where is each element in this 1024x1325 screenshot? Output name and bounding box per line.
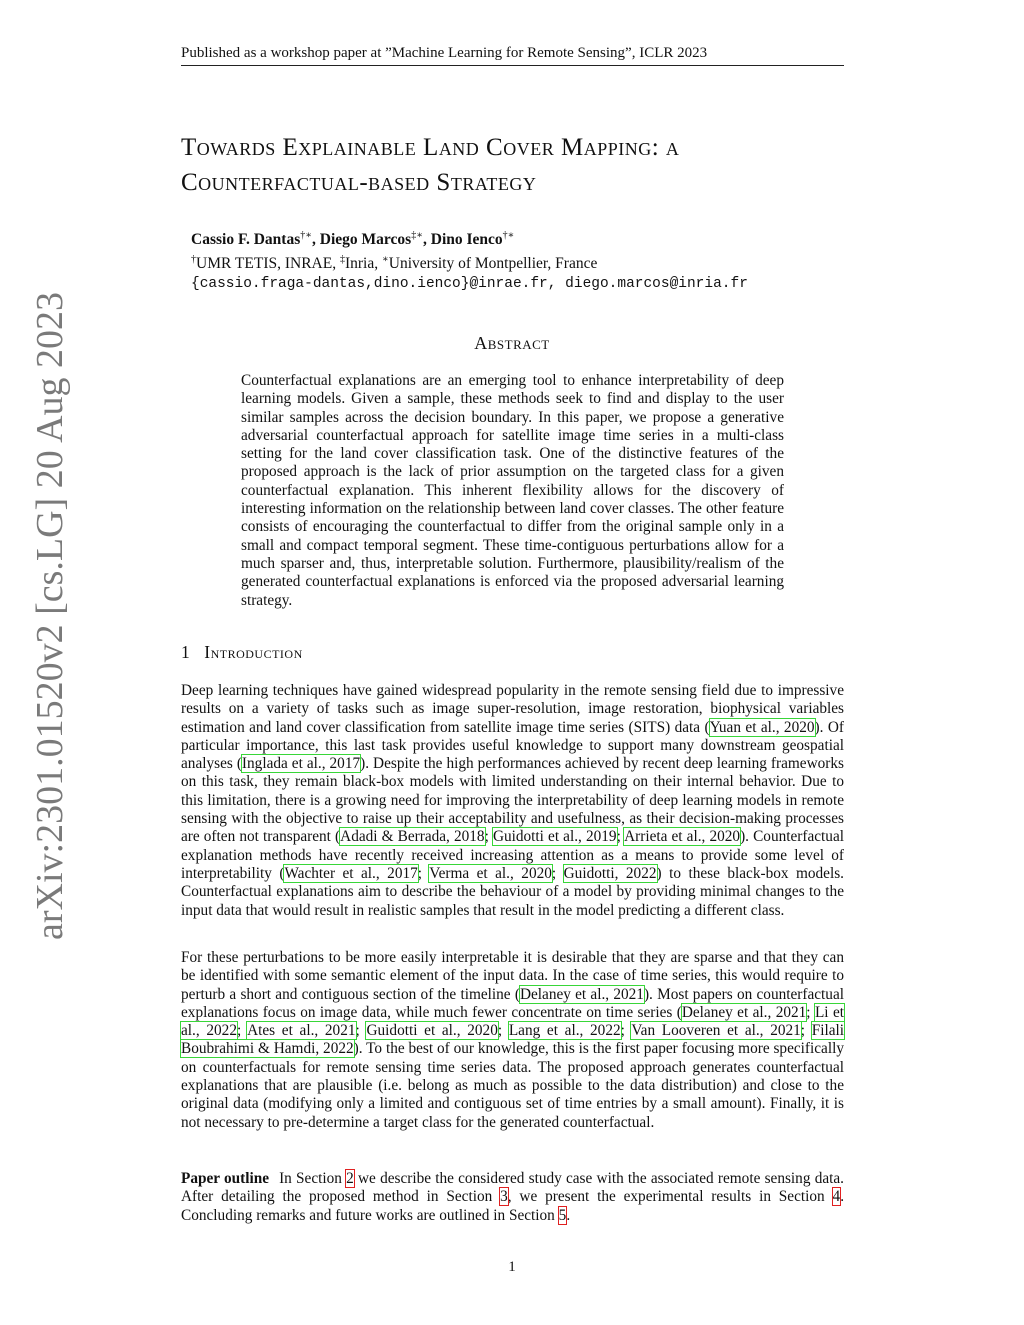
paragraph-heading: Paper outline: [181, 1170, 270, 1187]
author-name: Cassio F. Dantas: [191, 231, 301, 249]
title-line-1: Towards Explainable Land Cover Mapping: a: [181, 134, 680, 161]
citation-link[interactable]: Filali Boubrahimi & Hamdi, 2022: [181, 1022, 845, 1058]
text-run: ). Counterfactual explanation methods have recently received increasing attention as a means to provide some level of interpretability (: [181, 828, 844, 882]
intro-paragraph-1: [181, 682, 844, 920]
section-reference-link[interactable]: 3: [500, 1188, 508, 1206]
affiliation: Inria,: [344, 255, 382, 273]
text-run: ;: [497, 1022, 509, 1040]
text-run: ). To the best of our knowledge, this is the first paper focusing more specifically on counterfactuals for remote sensing time series data. The proposed approach generates counterfactual explanations that are plausible (i.e. belong as much as possible to the data distribution) and close to the original data (modifying only a limited and contiguous set of time entries by a small amount). Finally, it is not necessary to pre-determine a target class for the generated counterfactual.: [181, 1040, 844, 1131]
section-number: 1: [181, 642, 191, 662]
author-block: [191, 226, 851, 294]
text-run: we describe the considered study case with the associated remote sensing data. After detailing the proposed method in Section: [181, 1170, 844, 1206]
citation-link[interactable]: Guidotti et al., 2020: [366, 1022, 498, 1040]
affiliations: [191, 250, 851, 274]
text-run: ;: [484, 828, 493, 846]
title-line-2: Counterfactual-based Strategy: [181, 169, 537, 196]
paper-outline-paragraph: [181, 1170, 844, 1225]
citation-link[interactable]: Delaney et al., 2021: [681, 1003, 807, 1021]
affiliation: UMR TETIS, INRAE,: [196, 255, 340, 273]
author-name: Diego Marcos: [319, 231, 412, 249]
text-run: In Section: [279, 1170, 347, 1187]
text-run: For these perturbations to be more easily interpretable it is desirable that they are sparse and that they can be identified with some semantic element of the input data. In the case of time series, this would require to perturb a short and contiguous section of the timeline (: [181, 949, 844, 1003]
text-run: ;: [806, 1003, 815, 1021]
abstract-text: Counterfactual explanations are an emerging tool to enhance interpretability of deep learning models. Given a sample, these methods seek to find and display to the user similar samples across the decision boundary. In this paper, we propose a generative adversarial counterfactual approach for satellite image time series in a multi-class setting for the land cover classification task. One of the distinctive features of the proposed approach is the lack of prior assumption on the targeted class for a given counterfactual explanation. This inherent flexibility allows for the discovery of interesting information on the relationship between land cover classes. The other feature consists of encouraging the counterfactual to differ from the original sample only in a small and compact temporal segment. These time-contiguous perturbations allow for a much sparser and, thus, interpretable solution. Furthermore, plausibility/realism of the generated counterfactual explanations is enforced via the proposed adversarial learning strategy.: [241, 372, 784, 609]
citation-link[interactable]: Delaney et al., 2021: [519, 985, 644, 1003]
arxiv-identifier-stamp: arXiv:2301.01520v2 [cs.LG] 20 Aug 2023: [29, 291, 71, 940]
section-heading-introduction: [181, 642, 303, 663]
text-run: ). Most papers on counterfactual explanations focus on image data, while much fewer concentrate on time series (: [181, 985, 844, 1021]
text-run: ). Of particular importance, this last task provides useful knowledge to support many downstream geospatial analyses (: [181, 718, 844, 773]
author-affil-marks: †∗: [502, 230, 515, 241]
section-reference-link[interactable]: 5: [558, 1206, 567, 1224]
text-run: Deep learning techniques have gained widespread popularity in the remote sensing field due to impressive results on a variety of tasks such as image super-resolution, image restoration, biophysical variables estimation and land cover classification from satellite image time series (SITS) data (: [181, 682, 844, 736]
citation-link[interactable]: Lang et al., 2022: [508, 1022, 621, 1040]
author-emails: {cassio.fraga-dantas,dino.ienco}@inrae.fr, diego.marcos@inria.fr: [191, 276, 748, 293]
text-run: ;: [616, 828, 625, 846]
text-run: , we present the experimental results in Section: [507, 1188, 833, 1206]
intro-paragraph-2: [181, 949, 844, 1132]
citation-link[interactable]: Yuan et al., 2020: [709, 718, 815, 736]
affil-mark: ‡: [339, 254, 345, 266]
author-affil-marks: †∗: [300, 230, 313, 241]
citation-link[interactable]: Adadi & Berrada, 2018: [340, 828, 485, 846]
text-run: ;: [620, 1022, 632, 1040]
page-number: 1: [508, 1259, 516, 1275]
citation-link[interactable]: Ates et al., 2021: [247, 1022, 356, 1040]
citation-link[interactable]: Verma et al., 2020: [429, 864, 552, 882]
affiliation: University of Montpellier, France: [388, 255, 598, 273]
author-affil-marks: ‡∗: [411, 230, 423, 241]
citation-link[interactable]: Wachter et al., 2017: [284, 864, 418, 882]
author-names: Cassio F. Dantas†∗, Diego Marcos‡∗, Dino Ienco†∗: [191, 230, 515, 249]
section-reference-link[interactable]: 4: [832, 1188, 841, 1206]
citation-link[interactable]: Van Looveren et al., 2021: [631, 1022, 801, 1040]
citation-link[interactable]: Arrieta et al., 2020: [624, 828, 741, 846]
text-run: ;: [355, 1022, 367, 1040]
citation-link[interactable]: Guidotti, 2022: [563, 864, 657, 882]
section-title-text: Introduction: [204, 642, 303, 662]
text-run: . Concluding remarks and future works are outlined in Section: [181, 1188, 845, 1224]
running-header: Published as a workshop paper at ”Machine Learning for Remote Sensing”, ICLR 2023: [181, 44, 844, 66]
section-reference-link[interactable]: 2: [346, 1170, 354, 1187]
text-run: ;: [800, 1022, 812, 1040]
text-run: ;: [236, 1022, 248, 1040]
affil-mark: †: [191, 254, 196, 266]
text-run: ) to these black-box models. Counterfactual explanations aim to describe the behaviour of a model by providing minimal changes to the input data that would result in realistic samples that result in the model predicting a different class.: [181, 864, 844, 919]
text-run: ;: [417, 864, 430, 882]
paper-title: [181, 130, 851, 200]
text-run: ;: [551, 864, 564, 882]
citation-link[interactable]: Li et al., 2022: [181, 1003, 844, 1040]
citation-link[interactable]: Inglada et al., 2017: [241, 755, 361, 773]
abstract-heading: Abstract: [474, 333, 550, 353]
text-run: .: [566, 1206, 571, 1224]
text-run: ). Despite the high performances achieved by recent deep learning frameworks on this task, they remain black-box models with limited understanding on their internal behavior. Due to this limitation, there is a growing need for improving the interpretability of deep learning models in remote sensing with the objective to raise up their acceptability and usefulness, as their decision-making processes are often not transparent (: [181, 755, 844, 846]
affil-mark: ∗: [381, 254, 389, 266]
citation-link[interactable]: Guidotti et al., 2019: [492, 828, 617, 846]
author-name: Dino Ienco: [430, 231, 503, 249]
